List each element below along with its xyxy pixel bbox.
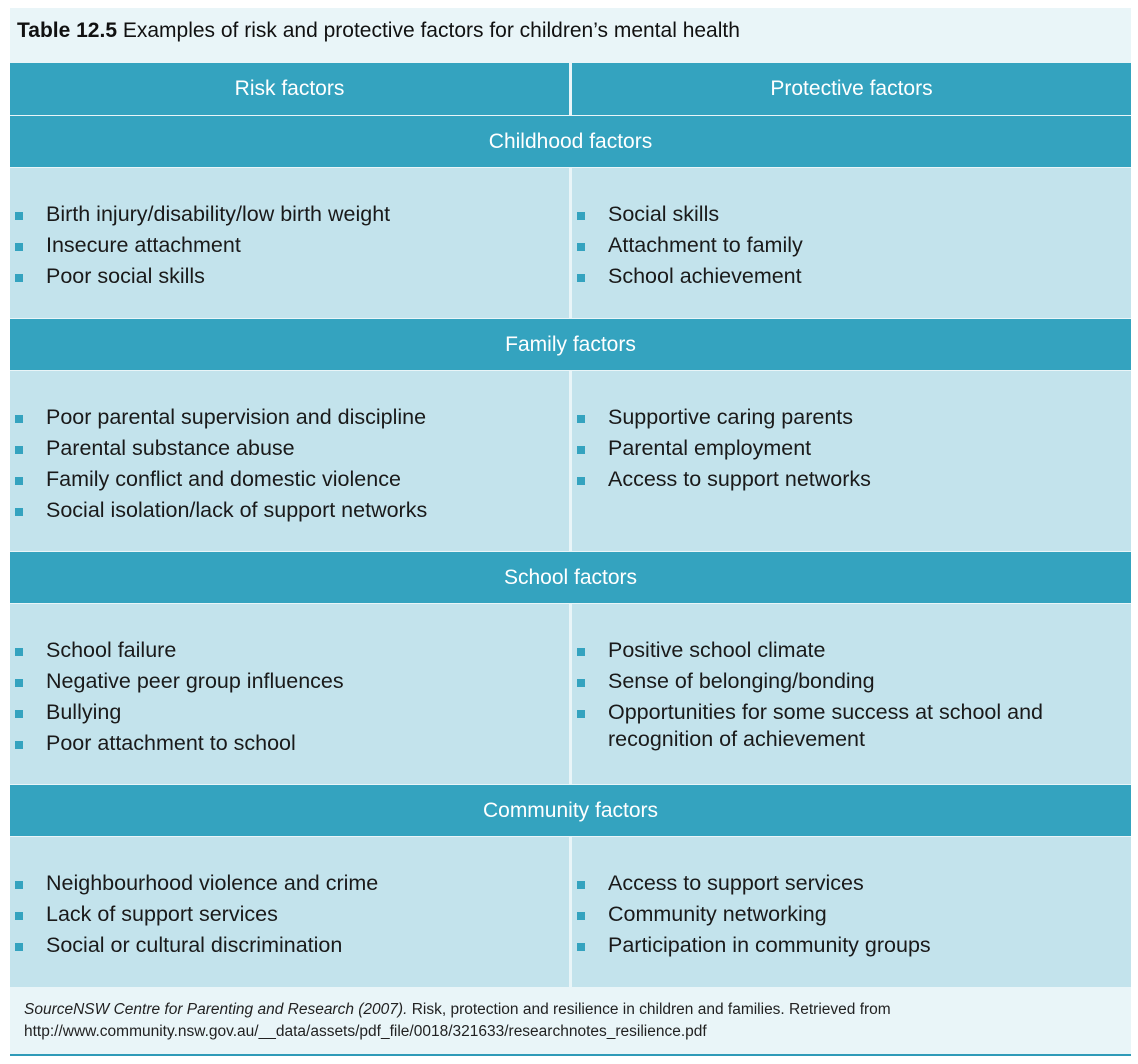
factor-text: School failure <box>46 638 177 662</box>
bullet-icon <box>577 243 585 251</box>
factor-text: Positive school climate <box>608 638 826 662</box>
source-title: Risk, protection and resilience in children and families. Retrieved from <box>407 1001 891 1018</box>
list-item <box>10 232 569 259</box>
list-item <box>572 404 1131 431</box>
bullet-icon <box>15 243 23 251</box>
factor-text: Poor social skills <box>46 264 205 288</box>
factor-text: Bullying <box>46 700 122 724</box>
factor-text: Parental employment <box>608 436 812 460</box>
protective-factor-list <box>572 870 1131 963</box>
list-item <box>572 668 1131 695</box>
factor-text: Social skills <box>608 202 720 226</box>
bullet-icon <box>15 477 23 485</box>
list-item <box>10 932 569 959</box>
bullet-icon <box>577 943 585 951</box>
bullet-icon <box>15 679 23 687</box>
factor-text: Social isolation/lack of support networks <box>46 498 428 522</box>
factor-text: Insecure attachment <box>46 233 241 257</box>
bullet-icon <box>577 710 585 718</box>
factor-text: Birth injury/disability/low birth weight <box>46 202 391 226</box>
factor-text: Opportunities for some success at school and recognition of achievement <box>608 700 1043 751</box>
risk-factors-cell <box>10 837 569 987</box>
source-citation <box>24 999 1114 1043</box>
bullet-icon <box>15 212 23 220</box>
risk-factors-cell <box>10 168 569 318</box>
column-header-protective: Protective factors <box>572 63 1131 115</box>
list-item <box>10 699 569 726</box>
factor-text: Access to support networks <box>608 467 871 491</box>
list-item <box>572 435 1131 462</box>
list-item <box>10 404 569 431</box>
list-item <box>10 497 569 524</box>
protective-factors-cell <box>572 168 1131 318</box>
bullet-icon <box>15 648 23 656</box>
bullet-icon <box>15 274 23 282</box>
factor-text: Negative peer group influences <box>46 669 344 693</box>
bullet-icon <box>577 881 585 889</box>
protective-factors-cell <box>572 604 1131 784</box>
protective-factor-list <box>572 404 1131 497</box>
risk-factors-cell <box>10 371 569 551</box>
bullet-icon <box>577 912 585 920</box>
list-item <box>10 668 569 695</box>
list-item <box>572 870 1131 897</box>
source-author: SourceNSW Centre for Parenting and Research (2007). <box>24 1001 408 1018</box>
section-heading: School factors <box>10 552 1131 603</box>
risk-factors-cell <box>10 604 569 784</box>
list-item <box>10 435 569 462</box>
table-title: Examples of risk and protective factors for children’s mental health <box>122 19 740 42</box>
bullet-icon <box>577 274 585 282</box>
bullet-icon <box>15 710 23 718</box>
protective-factors-cell <box>572 371 1131 551</box>
bullet-icon <box>15 415 23 423</box>
list-item <box>10 730 569 757</box>
risk-factor-list <box>10 637 569 761</box>
factor-text: Attachment to family <box>608 233 803 257</box>
bullet-icon <box>15 943 23 951</box>
bullet-icon <box>15 508 23 516</box>
table-number: Table 12.5 <box>17 19 117 42</box>
bullet-icon <box>577 477 585 485</box>
factor-text: Poor attachment to school <box>46 731 296 755</box>
bullet-icon <box>15 912 23 920</box>
section-heading: Community factors <box>10 785 1131 836</box>
list-item <box>572 201 1131 228</box>
list-item <box>10 870 569 897</box>
bullet-icon <box>577 446 585 454</box>
list-item <box>10 901 569 928</box>
list-item <box>10 263 569 290</box>
list-item <box>572 932 1131 959</box>
protective-factor-list <box>572 637 1131 757</box>
bullet-icon <box>577 415 585 423</box>
factor-text: Lack of support services <box>46 902 278 926</box>
risk-factor-list <box>10 201 569 294</box>
factor-text: Supportive caring parents <box>608 405 854 429</box>
risk-factor-list <box>10 870 569 963</box>
list-item <box>10 201 569 228</box>
factor-text: School achievement <box>608 264 802 288</box>
protective-factor-list <box>572 201 1131 294</box>
protective-factors-cell <box>572 837 1131 987</box>
list-item <box>572 466 1131 493</box>
list-item <box>572 263 1131 290</box>
bullet-icon <box>577 679 585 687</box>
bullet-icon <box>15 741 23 749</box>
bullet-icon <box>577 212 585 220</box>
list-item <box>572 637 1131 664</box>
factor-text: Parental substance abuse <box>46 436 295 460</box>
column-header-risk: Risk factors <box>10 63 569 115</box>
list-item <box>10 466 569 493</box>
factor-text: Participation in community groups <box>608 933 931 957</box>
risk-factor-list <box>10 404 569 528</box>
source-url[interactable]: http://www.community.nsw.gov.au/__data/assets/pdf_file/0018/321633/researchnotes_resilience.pdf <box>24 1023 707 1040</box>
bullet-icon <box>15 446 23 454</box>
factor-text: Sense of belonging/bonding <box>608 669 875 693</box>
section-heading: Childhood factors <box>10 116 1131 167</box>
factor-text: Family conflict and domestic violence <box>46 467 401 491</box>
factor-text: Neighbourhood violence and crime <box>46 871 379 895</box>
table-caption <box>17 19 740 43</box>
factor-text: Community networking <box>608 902 827 926</box>
bullet-icon <box>15 881 23 889</box>
list-item <box>572 232 1131 259</box>
list-item <box>10 637 569 664</box>
list-item <box>572 699 1131 753</box>
factor-text: Social or cultural discrimination <box>46 933 343 957</box>
factor-text: Access to support services <box>608 871 864 895</box>
section-heading: Family factors <box>10 319 1131 370</box>
bullet-icon <box>577 648 585 656</box>
factor-text: Poor parental supervision and discipline <box>46 405 427 429</box>
list-item <box>572 901 1131 928</box>
